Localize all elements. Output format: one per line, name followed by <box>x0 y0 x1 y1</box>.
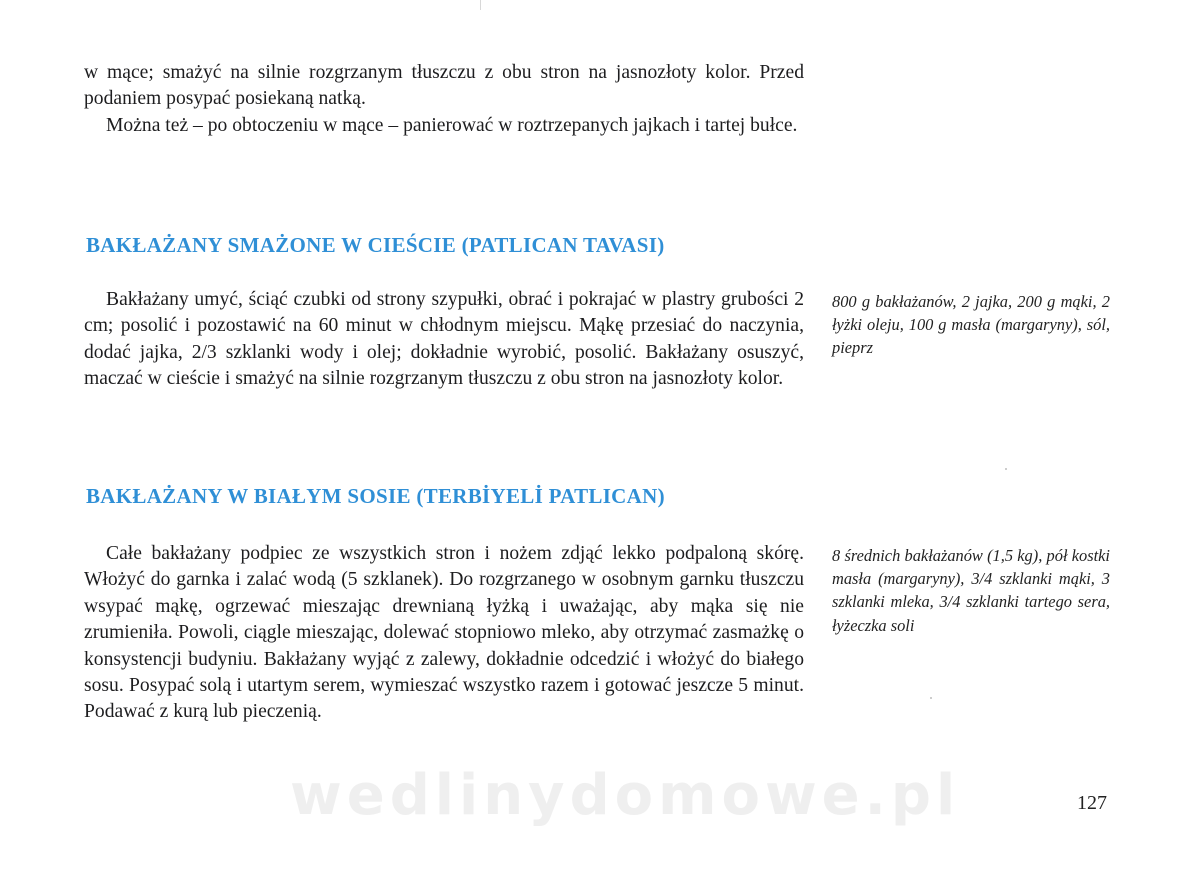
watermark: wedlinydomowe.pl <box>290 763 961 828</box>
recipe-ingredients-1: 800 g bakłażanów, 2 jajka, 200 g mąki, 2 łyżki oleju, 100 g masła (margaryny), sól, pieprz <box>832 292 1110 358</box>
recipe-body-2 <box>84 541 804 726</box>
recipe-instructions-1: Bakłażany umyć, ściąć czubki od strony szypułki, obrać i pokrajać w plastry grubości 2 cm; posolić i pozostawić na 60 minut w chłodnym miejscu. Mąkę przesiać do naczynia, dodać jajka, 2/3 szklanki wody i olej; dokładnie wyrobić, posolić. Bakłażany osuszyć, maczać w cieście i smażyć na silnie rozgrzanym tłuszczu z obu stron na jasnozłoty kolor. <box>84 289 804 390</box>
recipe-title-2: BAKŁAŻANY W BIAŁYM SOSIE (TERBİYELİ PATLICAN) <box>86 484 665 508</box>
continuation-paragraph-1: w mące; smażyć na silnie rozgrzanym tłuszczu z obu stron na jasnozłoty kolor. Przed podaniem posypać posiekaną natką. <box>84 62 804 110</box>
continuation-text <box>84 60 804 139</box>
recipe-ingredients-2: 8 średnich bakłażanów (1,5 kg), pół kostki masła (margaryny), 3/4 szklanki mąki, 3 szklanki mleka, 3/4 szklanki tartego sera, łyżeczka soli <box>832 546 1110 635</box>
scan-speck <box>930 697 932 699</box>
page-number: 127 <box>1077 792 1107 814</box>
scan-speck <box>1005 468 1007 470</box>
continuation-paragraph-2: Można też – po obtoczeniu w mące – panierować w roztrzepanych jajkach i tartej bułce. <box>106 114 798 136</box>
recipe-title-1: BAKŁAŻANY SMAŻONE W CIEŚCIE (PATLICAN TAVASI) <box>86 233 665 257</box>
recipe-instructions-2: Całe bakłażany podpiec ze wszystkich stron i nożem zdjąć lekko podpaloną skórę. Włożyć do garnka i zalać wodą (5 szklanek). Do rozgrzanego w osobnym garnku tłuszczu wsypać mąkę, ogrzewać mieszając drewnianą łyżką i uważając, aby mąka się nie zrumieniła. Powoli, ciągle mieszając, dolewać stopniowo mleko, aby otrzymać zasmażkę o konsystencji budyniu. Bakłażany wyjąć z zalewy, dokładnie odcedzić i włożyć do białego sosu. Posypać solą i utartym serem, wymieszać wszystko razem i gotować jeszcze 5 minut. Podawać z kurą lub pieczenią. <box>84 543 804 723</box>
scan-mark <box>480 0 481 10</box>
recipe-body-1 <box>84 287 804 393</box>
